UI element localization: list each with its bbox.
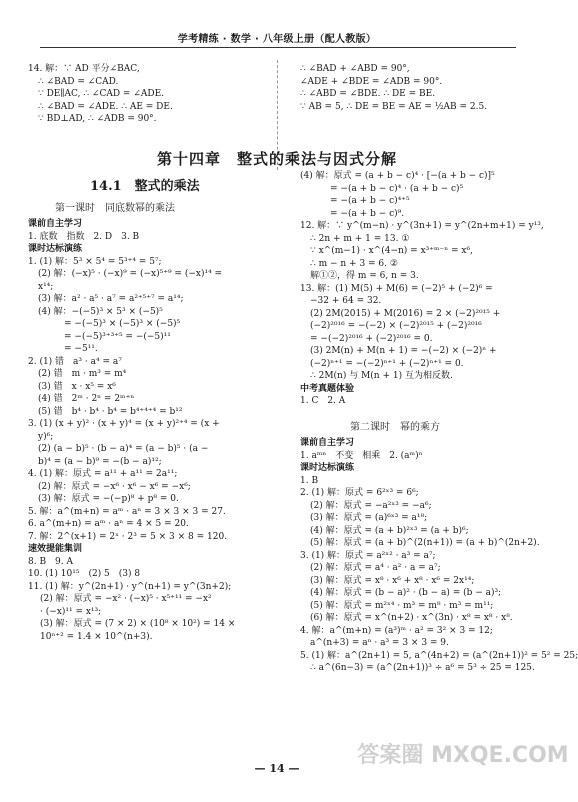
answer-line: 5. (1) 解：a^(2n+1) = 5, a^(4n+2) = (a^(2n+1))² = 5² = 25; [300, 650, 578, 661]
answer-line: 3. (1) 解：原式 = a²ˣ² · a³ = a⁷; [300, 550, 436, 561]
answer-line: 1. aᵐⁿ 不变 相乘 2. (aᵐ)ⁿ [300, 450, 423, 461]
answer-line: (2) 解：(−x)⁵ · (−x)⁹ = (−x)⁵⁺⁹ = (−x)¹⁴ = [38, 269, 223, 279]
answer-line: ∴ 2n + m + 1 = 13. ① [310, 233, 410, 244]
subsection-heading: 课时达标演练 [28, 244, 83, 254]
answer-line: 8. B 9. A [28, 556, 74, 567]
answer-line: (5) 错 b⁴ · b⁴ · b⁴ = b⁴⁺⁴⁺⁴ = b¹² [38, 406, 183, 417]
text-line: ∴ ∠BAD + ∠ABD = 90°, [300, 64, 410, 74]
answer-line: ∴ a^(6n−3) = (a^(2n+1))³ ÷ a⁶ = 5³ ÷ 25 = 125. [310, 663, 535, 673]
answer-line: (3) 解：原式 = (a)⁶ˣ³ = a¹⁸; [310, 513, 428, 523]
top-right-solution [300, 63, 487, 113]
answer-line: = −(a + b − c)⁹. [330, 208, 405, 219]
answer-line: (−2)ⁿ⁺¹ = −(−2)ⁿ⁺¹ + (−2)ⁿ⁺¹ = 0. [310, 358, 464, 369]
text-line: ∴ ∠ABD = ∠BDE. ∴ DE = BE. [300, 89, 436, 99]
answer-line: ∵ x^(m−1) · x^(4−n) = x³⁺ᵐ⁻ⁿ = x⁶, [310, 246, 473, 256]
answer-line: (3) 解：原式 = −(−p)⁸ + p⁸ = 0. [38, 494, 179, 504]
answer-line: (4) 解：原式 = (a + b)²ˣ³ = (a + b)⁶; [310, 525, 469, 536]
answer-line: (2) 解：原式 = −x² · (−x)⁵ · x⁵⁺¹¹ = −x² [40, 594, 212, 604]
answer-line: (4) 错 2ᵐ · 2ⁿ = 2ᵐ⁺ⁿ [38, 394, 135, 404]
header-rule [40, 47, 516, 48]
answer-line: ∴ 2M(n) 与 M(n + 1) 互为相反数. [310, 371, 453, 381]
text-line: ∴ ∠BAD = ∠ADE. ∴ AE = DE. [38, 101, 173, 112]
watermark-logo [357, 732, 569, 792]
answer-line: 1. C 2. A [300, 396, 346, 406]
answer-line: (2) 解：原式 = a⁴ · a² · a = a⁷; [310, 563, 441, 573]
lesson-title: 第二课时 幂的乘方 [350, 422, 440, 433]
answer-line: = −(−2)²⁰¹⁶ + (−2)²⁰¹⁶ = 0. [310, 333, 433, 344]
answer-line: 2. (1) 解：原式 = 6²ˣ³ = 6⁶; [300, 488, 419, 498]
answer-line: ∴ m − n + 3 = 6. ② [310, 258, 398, 269]
answer-line: = −(a + b − c)⁴⁺⁵ [330, 196, 410, 206]
answer-line: (2) 2M(2015) + M(2016) = 2 × (−2)²⁰¹⁵ + [310, 308, 501, 319]
text-line: ∵ DE∥AC, ∴ ∠CAD = ∠ADE. [38, 89, 164, 99]
answer-line: b)⁴ = (a − b)⁹ = −(b − a)¹²; [38, 456, 162, 467]
answer-line: 4. 解：a^(m+n) = (a³)ᵐ · a² = 3² × 3 = 12; [300, 625, 493, 636]
answer-line: = −(−5)³ × (−5)³ × (−5)⁵ [64, 319, 181, 329]
answer-line: (3) 解：a² · a⁵ · a⁷ = a²⁺⁵⁺⁷ = a¹⁴; [38, 294, 184, 304]
answer-line: y)⁶; [38, 431, 54, 442]
right-column [300, 170, 544, 408]
answer-line: 7. 解：2^(x+1) = 2ˣ · 2³ = 5 × 3 × 8 = 120. [28, 531, 228, 542]
answer-line: (2) 解：原式 = −a²ˣ³ = −a⁶; [310, 500, 432, 511]
answer-line: (4) 解：−(−5)³ × 5³ × (−5)⁵ [38, 306, 163, 317]
answer-line: x¹⁴; [38, 281, 54, 292]
answer-line: = −(a + b − c)⁴ · (a + b − c)⁵ [330, 183, 464, 194]
subsection-heading: 课时达标演练 [300, 463, 355, 473]
page-number: — 14 — [254, 762, 300, 775]
text-line: ∴ ∠BAD = ∠CAD. [38, 76, 119, 87]
answer-line: 解①②，得 m = 6, n = 3. [310, 271, 419, 281]
section-title: 14.1 整式的乘法 [90, 179, 200, 194]
answer-line: (3) 2M(n) + M(n + 1) = −(−2) × (−2)ⁿ + [310, 346, 497, 356]
answer-line: 6. a^(m+n) = aᵐ · aⁿ = 4 × 5 = 20. [28, 519, 189, 529]
page-header: 学考精练 · 数学 · 八年级上册（配人教版） [177, 34, 377, 45]
answer-line: (5) 解：原式 = (a + b)^(2(n+1)) = (a + b)^(2n+2). [310, 538, 540, 548]
answer-line: (4) 解：原式 = (a + b − c)⁴ · [−(a + b − c)]⁵ [300, 171, 495, 181]
answer-line: (4) 解：原式 = (b − a)² · (b − a) = (b − a)³; [310, 588, 502, 598]
answer-line: 13. 解：(1) M(5) + M(6) = (−2)⁵ + (−2)⁶ = [300, 283, 493, 294]
subsection-heading: 中考真题体验 [300, 383, 355, 394]
answer-line: 3. (1) (x + y)² · (x + y)⁴ = (x + y)²⁺⁴ = (x + [28, 419, 220, 429]
answer-line: (2) 错 m · m³ = m⁴ [38, 369, 127, 379]
answer-line: 1. B [300, 475, 319, 486]
answer-line: (2) 解：原式 = −x⁶ · x⁶ − x⁶ = −x⁶; [38, 481, 191, 492]
text-line: 14. 解：∵ AD 平分∠BAC, [28, 64, 140, 74]
answer-line: 10ⁿ⁺² = 1.4 × 10^(n+3). [40, 631, 153, 642]
text-line: ∠ADE + ∠BDE = ∠ADB = 90°. [300, 76, 443, 87]
answer-line: 11. (1) 解：y^(2n+1) · y^(n+1) = y^(3n+2); [28, 581, 232, 592]
right-column-lesson2 [300, 437, 578, 675]
answer-line: 4. (1) 解：原式 = a¹¹ + a¹¹ = 2a¹¹; [28, 469, 178, 479]
answer-line: 10. (1) 10¹⁵ (2) 5 (3) 8 [28, 569, 141, 579]
answer-line: = −5¹¹. [64, 344, 98, 354]
text-line: ∵ BD⊥AD, ∴ ∠ADB = 90°. [38, 114, 157, 124]
chapter-title: 第十四章 整式的乘法与因式分解 [156, 150, 397, 168]
text-line: ∵ AB = 5, ∴ DE = BE = AE = ½AB = 2.5. [300, 101, 488, 112]
answer-line: (3) 解：原式 = (7 × 2) × (10⁸ × 10²) = 14 × [40, 619, 236, 629]
subsection-heading: 速效提能集训 [28, 544, 83, 554]
subsection-heading: 课前自主学习 [28, 219, 83, 229]
lesson-title: 第一课时 同底数幂的乘法 [55, 203, 175, 214]
answer-line: (3) 错 x · x⁵ = x⁶ [38, 381, 116, 392]
answer-line: −32 + 64 = 32. [310, 296, 382, 306]
answer-line: (2) (a − b)⁵ · (b − a)⁴ = (a − b)⁵ · (a − [38, 444, 209, 454]
left-column [28, 218, 235, 643]
answer-line: (5) 解：原式 = m²ˣ⁴ · m³ = m⁸ · m³ = m¹¹; [310, 600, 494, 611]
answer-line: 12. 解：∵ y^(m−n) · y^(3n+1) = y^(2n+m+1) = y¹³, [300, 221, 544, 231]
answer-line: = −(−5)³⁺³⁺⁵ = −(−5)¹¹ [64, 331, 171, 342]
answer-line: 2. (1) 错 a³ · a⁴ = a⁷ [28, 356, 122, 367]
answer-line: 1. (1) 解：5³ × 5⁴ = 5³⁺⁴ = 5⁷; [28, 256, 162, 267]
answer-line: 1. 底数 指数 2. D 3. B [28, 231, 140, 242]
answer-line: (−2)²⁰¹⁶ = −(−2) × (−2)²⁰¹⁵ + (−2)²⁰¹⁶ [310, 321, 482, 331]
subsection-heading: 课前自主学习 [300, 438, 355, 448]
answer-line: · (−x)¹¹ = x¹³; [40, 606, 102, 617]
answer-line: (6) 解：原式 = x^(n+2) · x^(3n) · x⁸ = x⁸ · x⁸. [310, 613, 513, 623]
answer-line: 5. 解：a^(m+n) = aᵐ · aⁿ = 3 × 3 × 3 = 27. [28, 506, 226, 517]
answer-line: (3) 解：原式 = x⁸ · x⁶ + x⁸ · x⁶ = 2x¹⁴; [310, 575, 475, 586]
answer-line: a^(n+3) = aⁿ · a³ = 3 × 3 = 9. [310, 638, 449, 648]
watermark-text: 答案圈 MXQE.COM [357, 743, 569, 768]
top-left-solution [28, 63, 173, 126]
